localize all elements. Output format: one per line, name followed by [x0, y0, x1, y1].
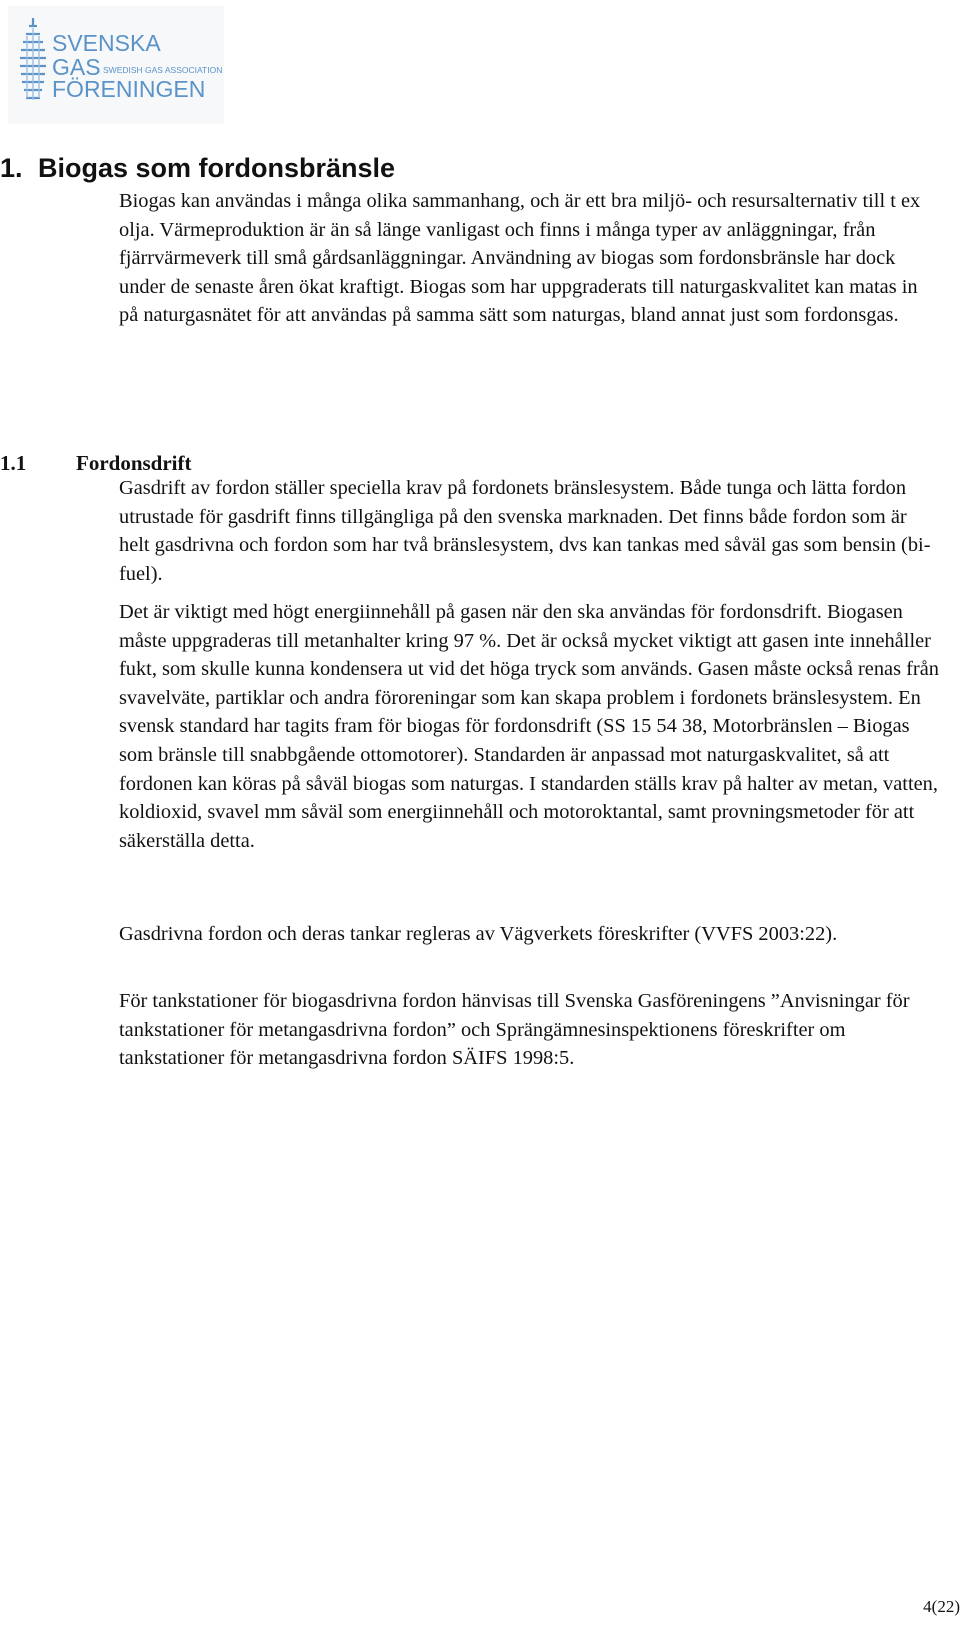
section-1-title: Biogas som fordonsbränsle — [38, 153, 396, 183]
page-number: 4(22) — [923, 1597, 960, 1616]
logo-text-line1: SVENSKA — [52, 30, 161, 56]
organization-logo — [8, 6, 224, 124]
logo-subtitle: SWEDISH GAS ASSOCIATION — [103, 65, 223, 75]
section-1-1-title: Fordonsdrift — [76, 451, 192, 475]
section-1-heading — [0, 151, 395, 185]
section-1-1-paragraph-3: Gasdrivna fordon och deras tankar regleras av Vägverkets föreskrifter (VVFS 2003:22). — [119, 923, 838, 945]
logo-text-line3: FÖRENINGEN — [52, 76, 206, 102]
logo-text-line2: GAS — [52, 54, 101, 80]
section-1-paragraph: Biogas kan användas i många olika sammanhang, och är ett bra miljö- och resursalternativ till t ex olja. Värmeproduktion är än så länge vanligast och finns i många typer av anläggningar, från fjärrvärmeverk till små gårdsanläggningar. Användning av biogas som fordonsbränsle har dock under de senaste åren ökat kraftigt. Biogas som har uppgraderats till naturgaskvalitet kan matas in på naturgasnätet för att användas på samma sätt som naturgas, bland annat just som fordonsgas. — [119, 190, 921, 327]
section-1-1-paragraph-2: Det är viktigt med högt energiinnehåll på gasen när den ska användas för fordonsdrift. Biogasen måste uppgraderas till metanhalter kring 97 %. Det är också mycket viktigt att gasen inte innehåller fukt, som skulle kunna kondensera ut vid det höga tryck som används. Gasen måste också renas från svavelväte, partiklar och andra föroreningar som kan skapa problem i fordonets bränslesystem. En svensk standard har tagits fram för biogas för fordonsdrift (SS 15 54 38, Motorbränslen – Biogas som bränsle till snabbgående ottomotorer). Standarden är anpassad mot naturgaskvalitet, så att fordonen kan köras på såväl biogas som naturgas. I standarden ställs krav på halter av metan, vatten, koldioxid, svavel mm såväl som energiinnehåll och motoroktantal, samt provningsmetoder för att säkerställa detta. — [119, 601, 939, 852]
section-1-1-number: 1.1 — [0, 451, 27, 475]
section-1-1-paragraph-1: Gasdrift av fordon ställer speciella krav på fordonets bränslesystem. Både tunga och lätta fordon utrustade för gasdrift finns tillgängliga på den svenska marknaden. Det finns både fordon som är helt gasdrivna och fordon som har två bränslesystem, dvs kan tankas med såväl gas som bensin (bi-fuel). — [119, 477, 931, 585]
flame-tower-icon — [16, 12, 50, 104]
section-1-1-paragraph-4: För tankstationer för biogasdrivna fordon hänvisas till Svenska Gasföreningens ”Anvisningar för tankstationer för metangasdrivna fordon” och Sprängämnesinspektionens föreskrifter om tankstationer för metangasdrivna fordon SÄIFS 1998:5. — [119, 990, 910, 1070]
section-1-number: 1. — [0, 153, 23, 183]
